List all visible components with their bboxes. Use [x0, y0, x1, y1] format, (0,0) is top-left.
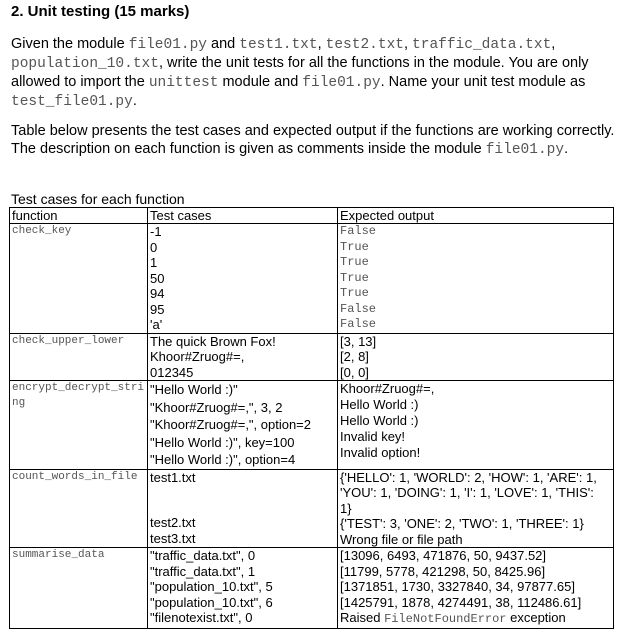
test-cases-table: [9, 207, 614, 629]
test-case: 0: [150, 239, 158, 255]
file-name: traffic_data.txt: [412, 37, 552, 53]
test-case: "Khoor#Zruog#=,", option=2: [150, 417, 312, 432]
text: ,: [551, 36, 556, 52]
function-name: count_words_in_file: [10, 469, 148, 548]
expected-output-exception: [340, 610, 611, 628]
module-name: file01.py: [302, 75, 381, 91]
test-case: The quick Brown Fox!: [150, 333, 276, 349]
expected-output: True: [340, 255, 369, 269]
text: Raised: [340, 610, 385, 625]
expected-output: [1425791, 1878, 4274491, 38, 112486.61]: [340, 594, 582, 610]
test-cases-cell: [148, 224, 338, 334]
test-case: test1.txt: [150, 469, 196, 485]
function-name: check_key: [10, 224, 148, 334]
test-case: "filenotexist.txt", 0: [150, 610, 253, 625]
test-case: test3.txt: [150, 530, 196, 546]
expected-output-cell: [338, 333, 614, 381]
expected-output-cell: [338, 469, 614, 548]
instructions-paragraph: [11, 35, 616, 111]
exception-name: FileNotFoundError: [384, 612, 507, 626]
expected-output-cell: [338, 224, 614, 334]
test-case: "traffic_data.txt", 0: [150, 548, 256, 563]
test-cases-cell: [148, 381, 338, 470]
text: . Name your unit test module as: [380, 74, 586, 90]
text: exception: [506, 610, 566, 625]
test-case: -1: [150, 224, 162, 239]
test-case: 50: [150, 270, 165, 286]
header-expected-output: Expected output: [338, 208, 614, 224]
library-name: unittest: [148, 75, 219, 91]
text: module and: [218, 74, 303, 90]
test-case: test2.txt: [150, 515, 196, 530]
file-name: test1.txt: [239, 37, 318, 53]
expected-output: 'YOU': 1, 'DOING': 1, 'I': 1, 'LOVE': 1, 'THIS':: [340, 485, 594, 500]
expected-output: False: [340, 224, 377, 238]
test-case: "Hello World :)": [150, 382, 238, 397]
text: and: [207, 36, 240, 52]
text: Table below presents the test cases and expected output if the functions are working correctly. The description on each function is given as comments inside the module: [11, 123, 615, 157]
table-row: [10, 548, 614, 629]
test-cases-cell: [148, 548, 338, 629]
test-case: Khoor#Zruog#=,: [150, 349, 245, 364]
test-case: 012345: [150, 364, 194, 380]
expected-output-cell: [338, 381, 614, 470]
text: .: [564, 141, 569, 157]
expected-output: [0, 0]: [340, 364, 369, 380]
text: ,: [403, 36, 413, 52]
text: Given the module: [11, 36, 129, 52]
module-name: file01.py: [128, 37, 208, 53]
test-case: 94: [150, 286, 165, 301]
test-case: "traffic_data.txt", 1: [150, 563, 256, 579]
test-case: 1: [150, 255, 158, 270]
expected-output: [1371851, 1730, 3327840, 34, 97877.65]: [340, 579, 575, 594]
expected-output-cell: [338, 548, 614, 629]
table-row: [10, 381, 614, 470]
test-case: 'a': [150, 317, 163, 332]
table-row: [10, 224, 614, 334]
header-function: function: [10, 208, 148, 224]
expected-output: False: [340, 301, 377, 316]
expected-output: True: [340, 270, 369, 285]
test-cases-cell: [148, 469, 338, 548]
table-caption: Test cases for each function: [11, 191, 185, 207]
file-name: test2.txt: [325, 37, 404, 53]
test-case: "population_10.txt", 5: [150, 579, 273, 594]
expected-output: {'HELLO': 1, 'WORLD': 2, 'HOW': 1, 'ARE': 1,: [340, 469, 597, 485]
expected-output: 1}: [340, 500, 352, 516]
expected-output: [3, 13]: [340, 333, 377, 349]
test-case: "Hello World :)", option=4: [150, 452, 296, 467]
test-case: 95: [150, 301, 165, 317]
module-name: file01.py: [485, 142, 565, 158]
expected-output: Invalid key!: [340, 429, 406, 444]
function-name: summarise_data: [10, 548, 148, 629]
expected-output: False: [340, 317, 377, 331]
test-cases-cell: [148, 333, 338, 381]
expected-output: Khoor#Zruog#=,: [340, 381, 435, 396]
spacer: [150, 485, 335, 515]
expected-output: {'TEST': 3, 'ONE': 2, 'TWO': 1, 'THREE': 1}: [340, 516, 584, 531]
expected-output: Wrong file or file path: [340, 531, 463, 547]
table-row: [10, 333, 614, 381]
text: .: [132, 93, 137, 109]
file-name: population_10.txt: [11, 56, 159, 72]
expected-output: [2, 8]: [340, 349, 369, 364]
expected-output: Invalid option!: [340, 445, 421, 460]
expected-output: Hello World :): [340, 397, 419, 412]
test-case: "Khoor#Zruog#=,", 3, 2: [150, 399, 283, 415]
function-name: encrypt_decrypt_string: [10, 381, 148, 470]
expected-output: [13096, 6493, 471876, 50, 9437.52]: [340, 548, 547, 563]
section-heading: 2. Unit testing (15 marks): [11, 3, 190, 20]
test-case: "population_10.txt", 6: [150, 594, 273, 610]
table-header-row: [10, 208, 614, 224]
description-paragraph: [11, 122, 616, 159]
expected-output: True: [340, 286, 369, 300]
table-row: [10, 469, 614, 548]
expected-output: [11799, 5778, 421298, 50, 8425.96]: [340, 563, 546, 579]
text: ,: [317, 36, 326, 52]
header-test-cases: Test cases: [148, 208, 338, 224]
function-name: check_upper_lower: [10, 333, 148, 381]
text: , write the unit tests for all the functions in the module. You are only allowed to import the: [11, 55, 589, 90]
expected-output: True: [340, 239, 369, 254]
test-case: "Hello World :)", key=100: [150, 434, 295, 450]
expected-output: Hello World :): [340, 413, 419, 428]
test-module-name: test_file01.py: [11, 94, 133, 110]
